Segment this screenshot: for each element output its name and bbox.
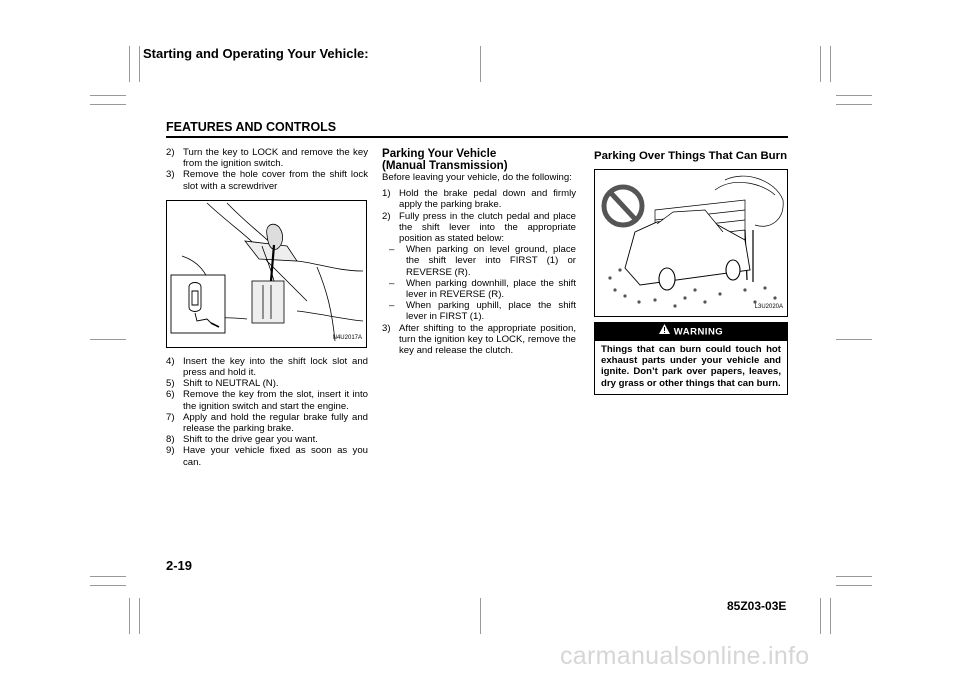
section-heading: (Manual Transmission) [382,159,508,172]
step-item: 7) Apply and hold the regular brake fully and release the parking brake. [166,411,368,435]
parking-figure [594,169,788,317]
section-heading: Parking Over Things That Can Burn [594,150,788,162]
crop-mark [820,46,821,82]
section-title: FEATURES AND CONTROLS [166,120,337,134]
crop-mark [836,576,872,577]
step-item: 3) Remove the hole cover from the shift lock slot with a screwdriver [166,169,368,192]
crop-mark [90,585,126,586]
column-left [166,147,368,468]
warning-label: WARNING [673,326,724,338]
crop-mark [836,585,872,586]
step-item: 8) Shift to the drive gear you want. [166,434,318,446]
crop-mark [90,95,126,96]
warning-box [594,322,788,395]
crop-mark [830,598,831,634]
crop-mark [830,46,831,82]
column-middle [382,148,576,356]
sub-item: – When parking uphill, place the shift lever in FIRST (1). [389,300,576,323]
crop-mark [836,95,872,96]
page-number: 2-19 [166,558,193,573]
figure-code: L3U2020A [754,303,783,310]
crop-mark [836,104,872,105]
step-item: 2) Fully press in the clutch pedal and place the shift lever into the appropriate position as stated below: [382,210,576,245]
crop-mark [90,576,126,577]
step-item: 5) Shift to NEUTRAL (N). [166,378,279,390]
crop-mark [836,339,872,340]
step-item: 3) After shifting to the appropriate position, turn the ignition key to LOCK, remove the key and release the clutch. [382,322,576,357]
watermark: carmanualsonline.info [560,642,810,670]
crop-mark [129,46,130,82]
step-item: 2) Turn the key to LOCK and remove the key from the ignition switch. [166,147,368,170]
step-item: 6) Remove the key from the slot, insert it into the ignition switch and start the engine. [166,389,368,412]
crop-mark [90,104,126,105]
sub-item: – When parking downhill, place the shift lever in REVERSE (R). [389,277,576,301]
crop-mark [480,598,481,634]
warning-text: Things that can burn could touch hot exhaust parts under your vehicle and ignite. Don’t park over papers, leaves, dry grass or other things that can burn. [601,344,781,389]
step-item: 9) Have your vehicle fixed as soon as you can. [166,445,368,468]
crop-mark [820,598,821,634]
document-code: 85Z03-03E [727,599,787,613]
column-right [594,150,788,395]
figure-code: N4U2017A [332,334,362,341]
crop-mark [139,598,140,634]
crop-mark [129,598,130,634]
warning-header [595,323,787,341]
parking-illustration [595,170,787,316]
sub-item: – When parking on level ground, place the shift lever into FIRST (1) or REVERSE (R). [389,244,576,278]
intro-text: Before leaving your vehicle, do the following: [382,172,572,183]
shift-lock-illustration [167,201,366,347]
step-item: 4) Insert the key into the shift lock slot and press and hold it. [166,355,368,379]
crop-mark [90,339,126,340]
warning-triangle-icon [659,323,670,341]
crop-mark [480,46,481,82]
step-item: 1) Hold the brake pedal down and firmly apply the parking brake. [382,188,576,211]
crop-mark [139,46,140,82]
section-heading: Parking Your Vehicle [382,147,497,160]
header-rule [166,136,788,138]
shift-lock-figure [166,200,367,348]
chapter-title: Starting and Operating Your Vehicle: [143,46,369,61]
